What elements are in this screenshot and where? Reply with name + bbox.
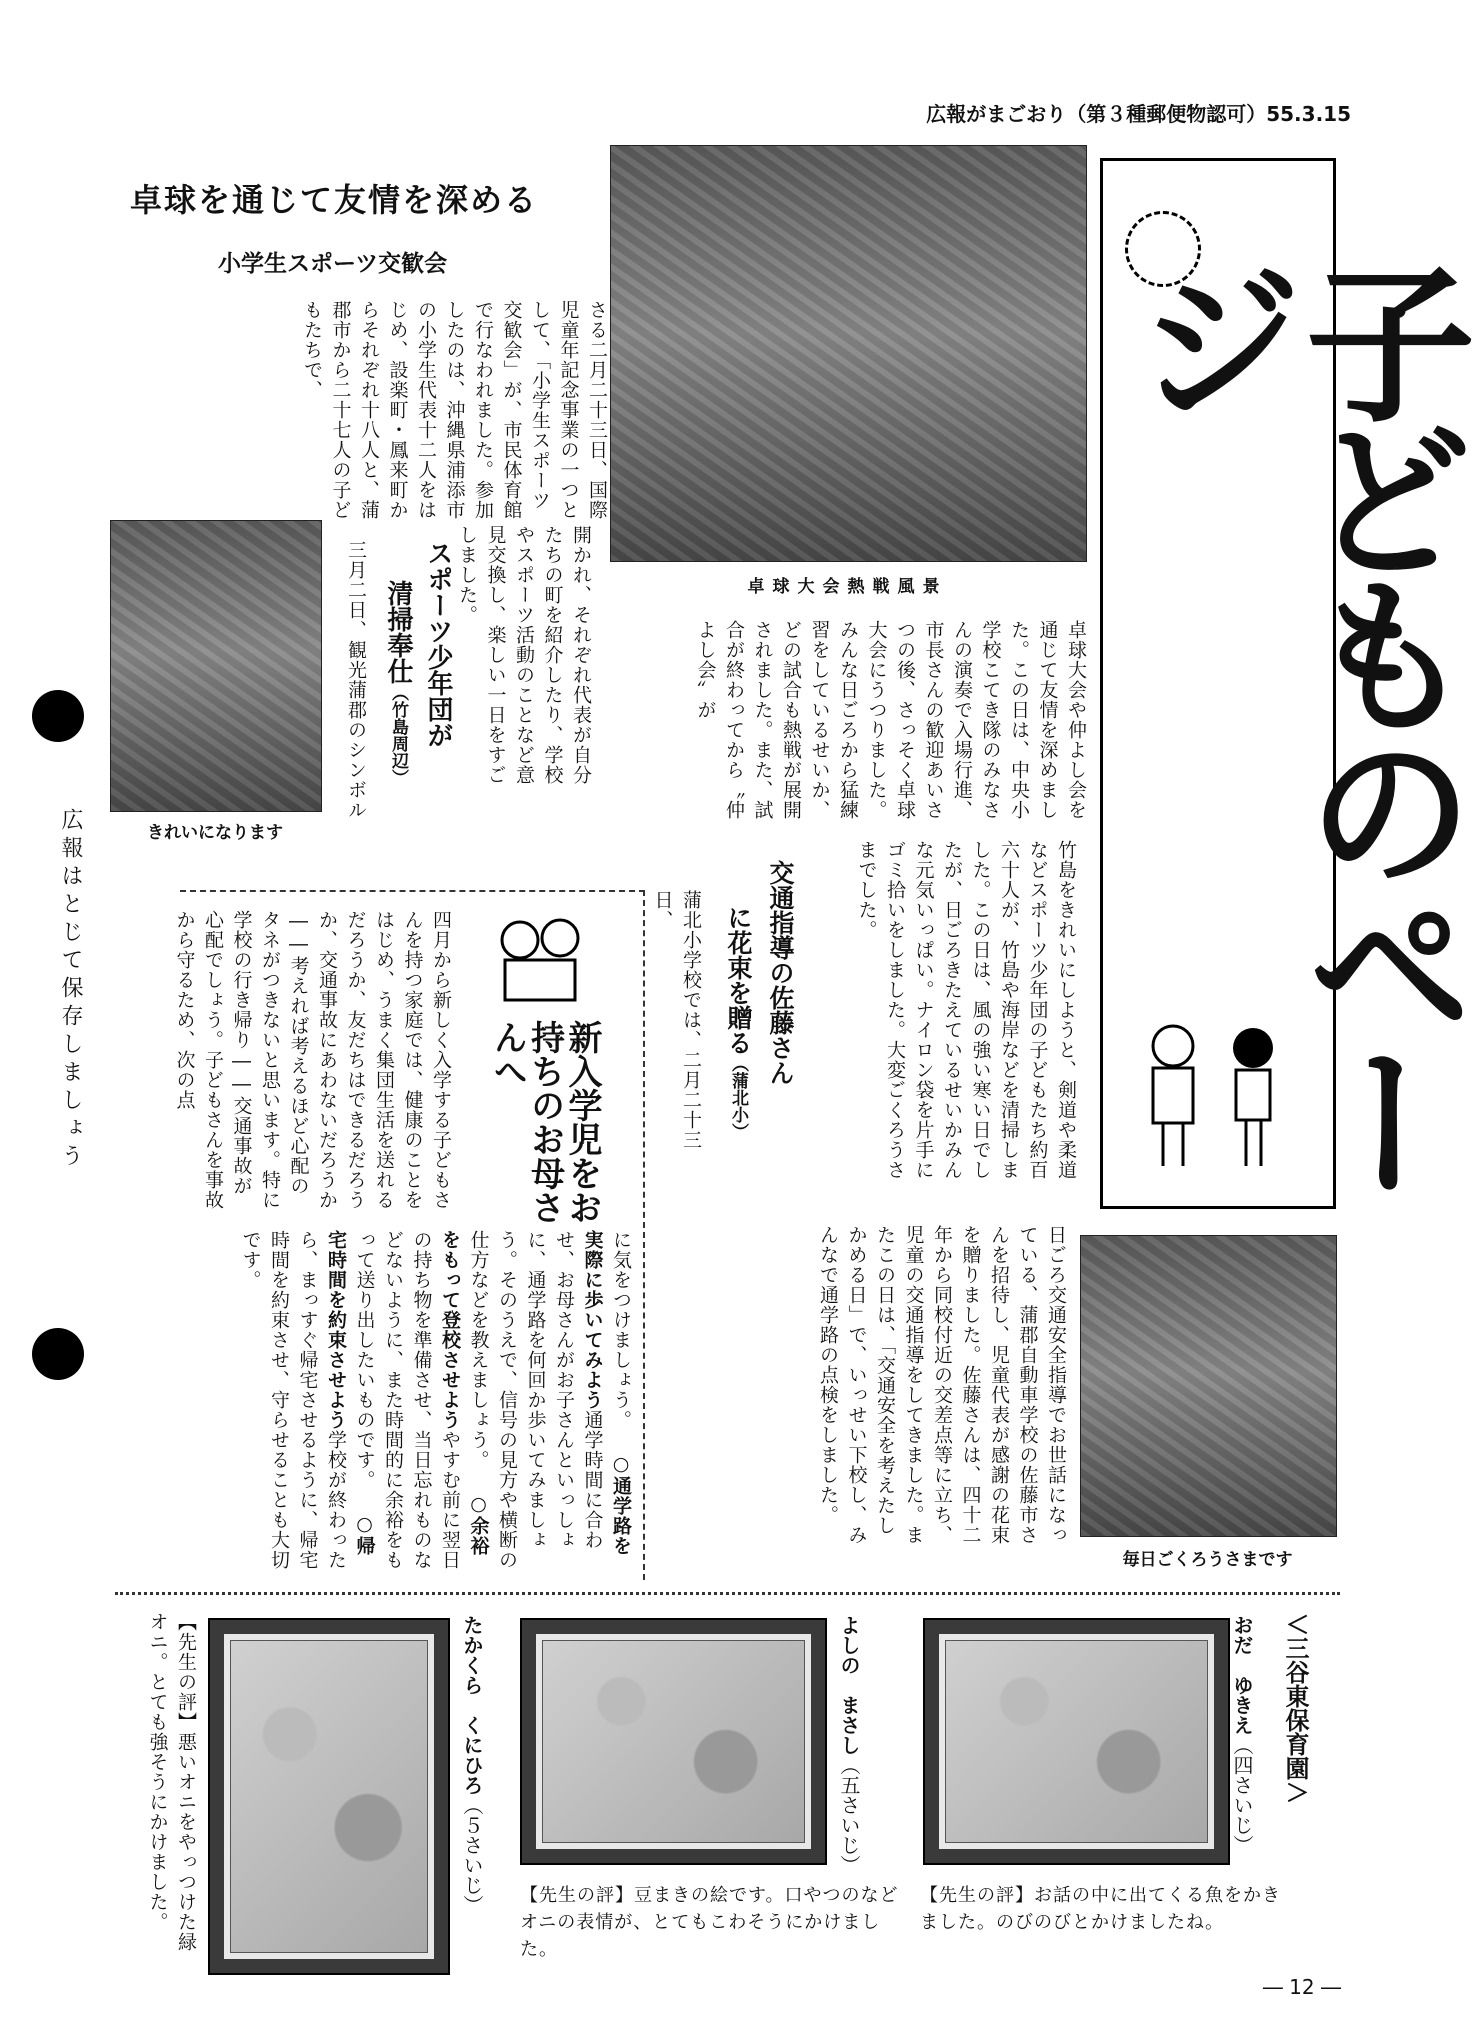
- binding-hole-bottom: [32, 1328, 84, 1380]
- page-number: ― 12 ―: [1262, 1975, 1341, 1999]
- artwork-2-frame: [522, 1620, 825, 1863]
- mothers-right-border: [643, 890, 645, 1580]
- side-note: 広報はとじて保存しましょう: [58, 808, 83, 1172]
- mothers-body-bottom: に気をつけましょう。 ○通学路を実際に歩いてみよう通学時間に合わせ、お母さんがお子さんといっしょに、通学路を何回か歩いてみましょう。そのうえで、信号の見方や横断の仕方などを教えましょう。 ○余裕をもって登校させようやすむ前に翌日の持ち物を準備させ、当日忘れものなどないように、また時間的に余裕をもって送り出したいものです。 ○帰宅時間を約束させよう学校が終わったら、まっすぐ帰宅させるように、帰宅時間を約束させ、守らせることも大切です。: [239, 1230, 632, 1570]
- traffic-body-right: 日ごろ交通安全指導でお世話になっている、蒲郡自動車学校の佐藤市さんを招待し、児童代表が感謝の花束を贈りました。佐藤さんは、四十二年から同校付近の交差点等に立ち、児童の交通指導をしてきました。またこの日は、「交通安全を考えたしかめる日」で、いっせい下校し、みんなで通学路の点検をしました。: [817, 1225, 1067, 1545]
- page-title: 子どものページ: [1106, 256, 1476, 1192]
- pingpong-subhead: 小学生スポーツ交歓会: [218, 251, 448, 277]
- mothers-top-border: [180, 890, 645, 892]
- page-title-box: [1100, 158, 1476, 1209]
- mothers-headline: 新入学児をお持ちのお母さんへ: [487, 1020, 602, 1224]
- cleanup-headline: スポーツ少年団が: [423, 540, 453, 748]
- cleanup-body-left: 三月二日、観光蒲郡のシンボル: [345, 540, 367, 820]
- binding-hole-top: [32, 690, 84, 742]
- traffic-body-left: 蒲北小学校では、二月二十三日、: [651, 890, 702, 1150]
- traffic-headline: 交通指導の佐藤さん: [766, 860, 795, 1085]
- artwork-3-comment: 【先生の評】悪いオニをやっつけた緑オニ。とても強そうにかけました。: [146, 1612, 197, 1952]
- pingpong-body-right: 卓球大会や仲よし会を通じて友情を深めました。この日は、中央小学校こてき隊のみなさんの演奏で入場行進、市長さんの歓迎あいさつの後、さっそく卓球大会にうつりました。みんな日ごろから猛練習をしているせいか、どの試合も熱戦が展開されました。また、試合が終わってから〝仲よし会〟が: [694, 620, 1087, 820]
- artwork-3-frame: [210, 1620, 448, 1973]
- artwork-2-comment: 【先生の評】豆まきの絵です。口やつのなどオニの表情が、とてもこわそうにかけました。: [520, 1885, 899, 1960]
- nursery-divider: [115, 1592, 1340, 1595]
- cleanup-photo-caption: きれいになります: [147, 823, 283, 843]
- traffic-photo-caption: 毎日ごくろうさまです: [1122, 1550, 1293, 1570]
- mothers-body-top: 四月から新しく入学する子どもさんを持つ家庭では、健康のことをはじめ、うまく集団生活を送れるだろうか、友だちはできるだろうか、交通事故にあわないだろうか――考えれば考えるほど心配のタネがつきないと思います。特に学校の行き帰り――交通事故が心配でしょう。子どもさんを事故から守るため、次の点: [173, 910, 452, 1210]
- artwork-2-artist: よしの まさし（五さいじ）: [837, 1615, 861, 1875]
- pingpong-photo: [610, 145, 1087, 562]
- page-header: 広報がまごおり（第３種郵便物認可）55.3.15: [926, 102, 1351, 126]
- artwork-1-artist: おだ ゆきえ（四さいじ）: [1230, 1615, 1254, 1855]
- artwork-1-frame: [925, 1620, 1228, 1863]
- artwork-1-comment: 【先生の評】お話の中に出てくる魚をかきました。のびのびとかけましたね。: [920, 1885, 1281, 1933]
- traffic-headline-2: に花束を贈る（蒲北小）: [724, 905, 753, 1140]
- pingpong-photo-caption: 卓球大会熱戦風景: [747, 577, 948, 597]
- cleanup-headline-2: 清掃奉仕（竹島周辺）: [383, 580, 413, 786]
- cleanup-photo: [110, 520, 322, 812]
- pingpong-headline: 卓球を通じて友情を深める: [130, 181, 539, 219]
- pingpong-body-left: さる二月二十三日、国際児童年記念事業の一つとして、「小学生スポーツ交歓会」が、市民体育館で行なわれました。参加したのは、沖縄県浦添市の小学生代表十二人をはじめ、設楽町・鳳来町からそれぞれ十八人と、蒲郡市から二十七人の子どもたちで、: [301, 300, 608, 520]
- nursery-title: ＜三谷東保育園＞: [1281, 1612, 1309, 1804]
- mothers-illustration: [485, 910, 595, 1020]
- cleanup-body-right: 竹島をきれいにしようと、剣道や柔道などスポーツ少年団の子どもたち約百六十人が、竹島や海岸などを清掃しました。この日は、風の強い寒い日でしたが、日ごろきたえているせいかみんな元気いっぱい。ナイロン袋を片手にゴミ拾いをしました。大変ごくろうさまでした。: [855, 840, 1077, 1180]
- traffic-photo: [1080, 1235, 1337, 1537]
- children-illustration: [1128, 1016, 1303, 1176]
- artwork-3-artist: たかくら くにひろ（５さいじ）: [460, 1615, 484, 1915]
- pingpong-body-mid: 開かれ、それぞれ代表が自分たちの町を紹介したり、学校やスポーツ活動のことなど意見交換し、楽しい一日をすごしました。: [456, 525, 592, 785]
